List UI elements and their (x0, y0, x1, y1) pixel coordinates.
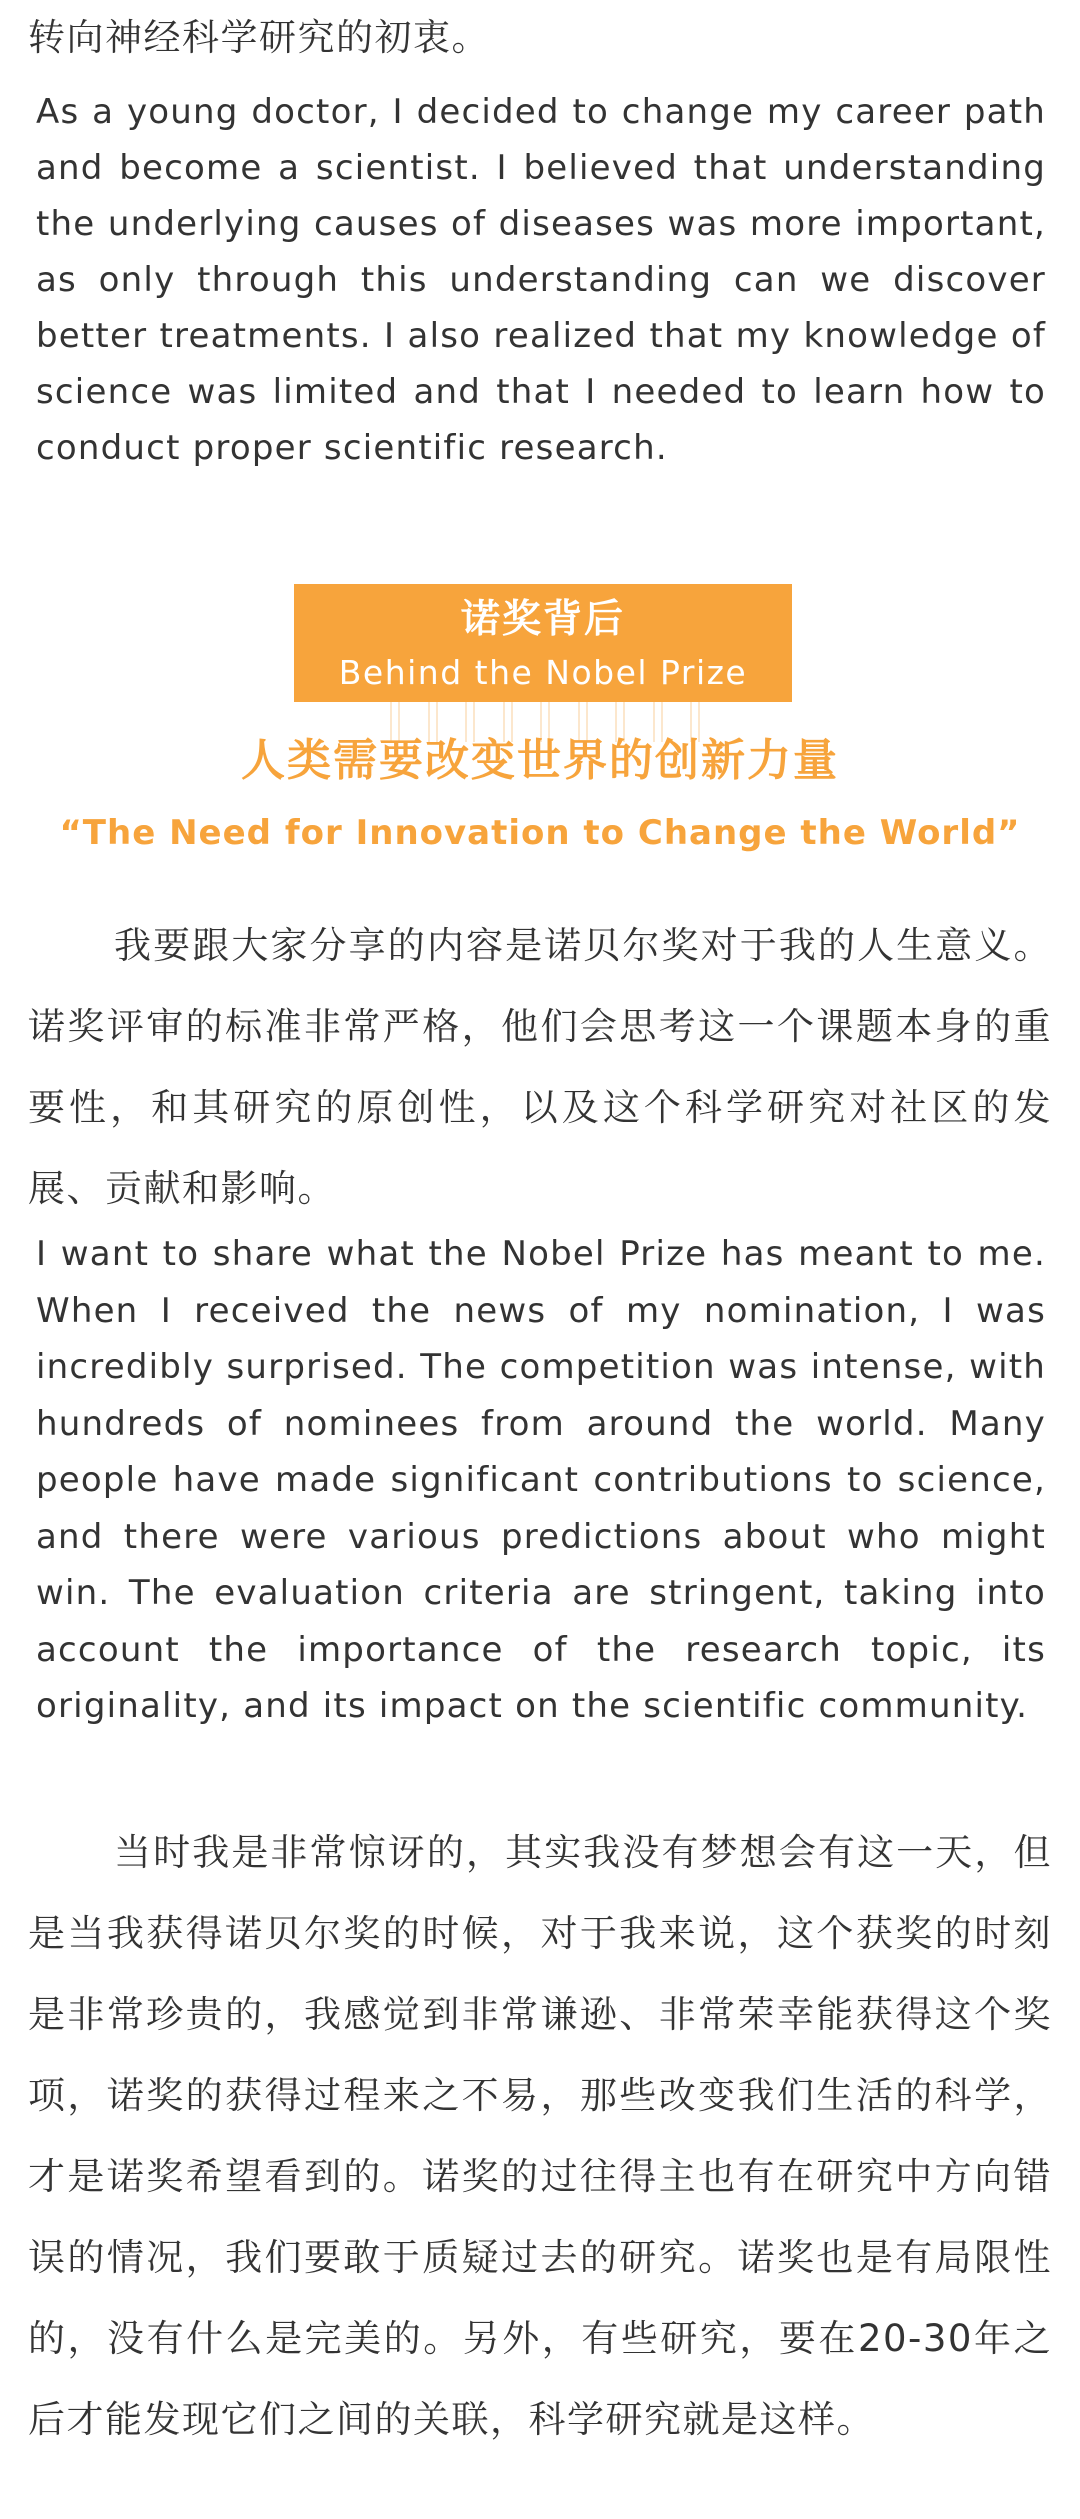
english-paragraph-career-change: As a young doctor, I decided to change my career path and become a scientist. I believed that understanding the underlying causes of diseases was more important, as only through this understanding can we discover better treatments. I also realized that my knowledge of science was limited and that I needed to learn how to conduct proper scientific research. (36, 92, 1046, 468)
section-badge (294, 584, 792, 702)
chinese-paragraph-nobel-meaning: 我要跟大家分享的内容是诺贝尔奖对于我的人生意义。诺奖评审的标准非常严格，他们会思考这一个课题本身的重要性，和其研究的原创性，以及这个科学研究对社区的发展、贡献和影响。 (28, 924, 1052, 1210)
section-badge-title-cn: 诺奖背后 (460, 597, 625, 642)
english-paragraph-nobel-meaning: I want to share what the Nobel Prize has meant to me. When I received the news of my nomination, I was incredibly surprised. The competition was intense, with hundreds of nominees from around the world. Many people have made significant contributions to science, and there were various predictions about who might win. The evaluation criteria are stringent, taking into account the importance of the research topic, its originality, and its impact on the scientific community. (36, 1234, 1046, 1726)
chinese-paragraph-surprise: 当时我是非常惊讶的，其实我没有梦想会有这一天，但是当我获得诺贝尔奖的时候，对于我来说，这个获奖的时刻是非常珍贵的，我感觉到非常谦逊、非常荣幸能获得这个奖项，诺奖的获得过程来之不易，那些改变我们生活的科学，才是诺奖希望看到的。诺奖的过往得主也有在研究中方向错误的情况，我们要敢于质疑过去的研究。诺奖也是有局限性的，没有什么是完美的。另外，有些研究，要在20-30年之后才能发现它们之间的关联，科学研究就是这样。 (28, 1831, 1052, 2441)
section-headline-en: “The Need for Innovation to Change the World” (59, 813, 1021, 853)
section-badge-title-en: Behind the Nobel Prize (338, 653, 748, 692)
section-headline-cn: 人类需要改变世界的创新力量 (241, 735, 839, 786)
chinese-paragraph-intro-tail: 转向神经科学研究的初衷。 (28, 16, 490, 59)
